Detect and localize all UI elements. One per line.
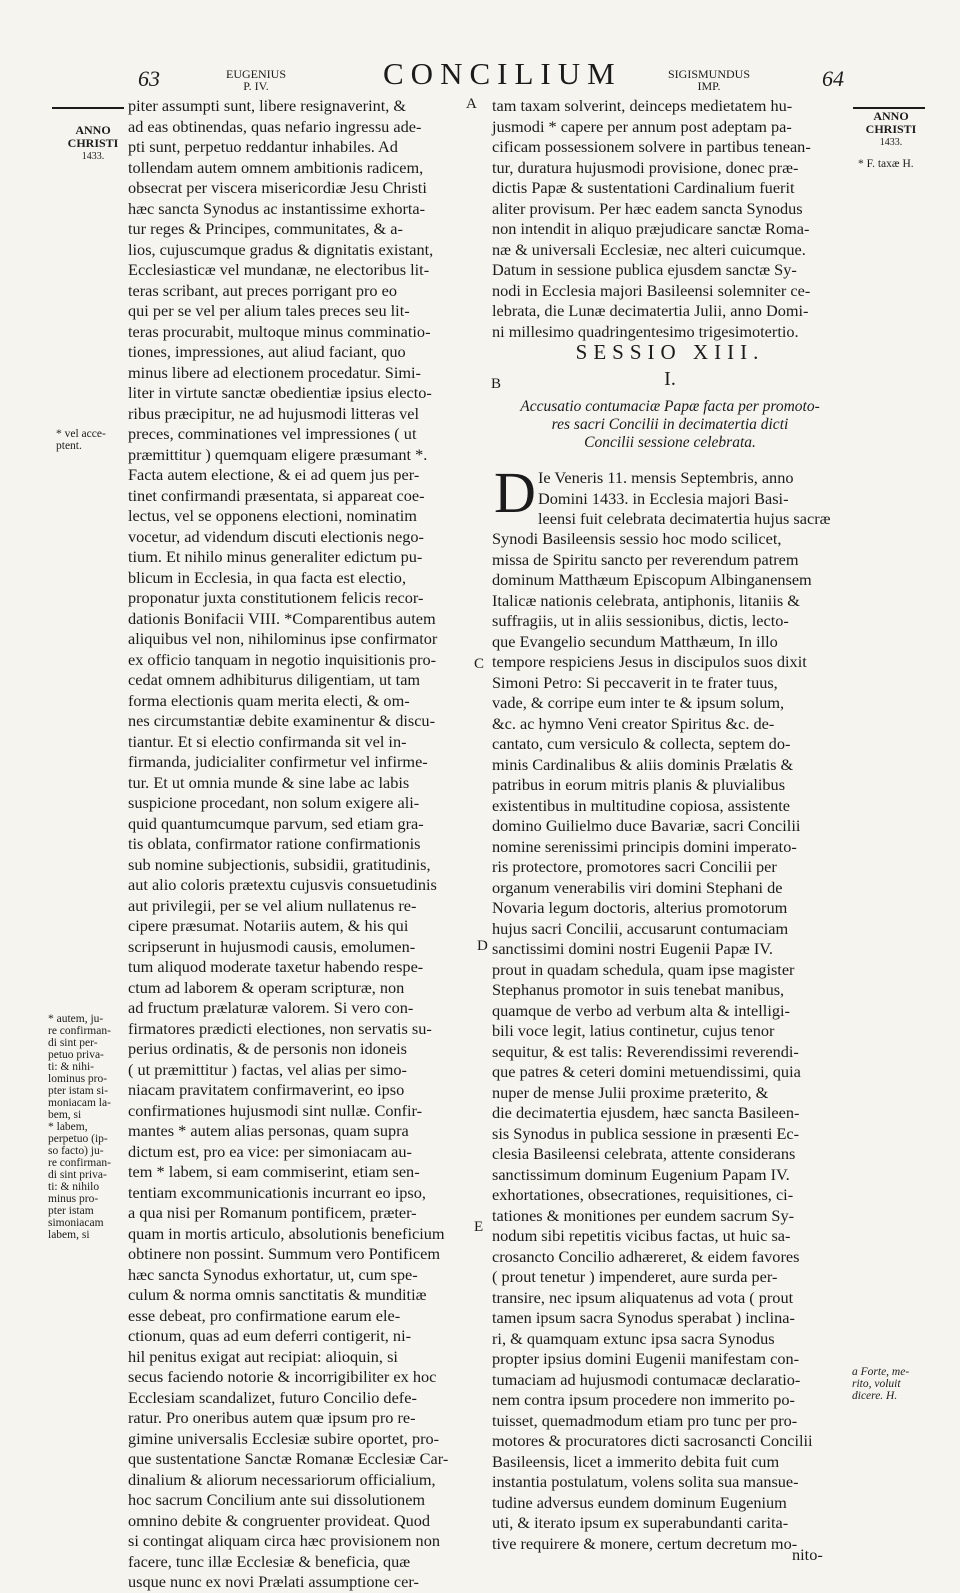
- text-line: cipere præsumat. Notariis autem, & his qui: [128, 916, 409, 935]
- text-line: Datum in sessione publica ejusdem sanctæ Sy-: [492, 260, 797, 279]
- text-line: gimine universalis Ecclesiæ subire oportet, pro-: [128, 1428, 440, 1448]
- text-line: aut privilegii, per se vel alium nullatenus re-: [128, 895, 417, 915]
- text-line: simoniacam: [48, 1217, 104, 1229]
- text-line: re confirman-: [48, 1157, 111, 1169]
- text-line: tollendam autem omnem ambitionis radicem,: [128, 157, 424, 177]
- text-line: Novaria legum doctoris, alterius promotorum: [492, 898, 788, 917]
- left-text-column: [128, 96, 474, 1593]
- column-letter-e: E: [474, 1219, 484, 1235]
- text-line: Ie Veneris 11. mensis Septembris, anno: [538, 468, 794, 487]
- text-line: hil penitus exigat aut recipiat: alioquin, si: [128, 1346, 398, 1366]
- text-line: blicum in Ecclesia, in qua facta est electio,: [128, 567, 407, 587]
- text-line: Simoni Petro: Si peccaverit in te frater tuus,: [492, 672, 778, 692]
- text-line: hæc sancta Synodus exhortatur, ut, cum spe-: [128, 1264, 418, 1284]
- text-line: Stephanus promotor in suis tenebat manibus,: [492, 980, 785, 999]
- text-line: tempore respiciens Jesus in discipulos suos dixit: [492, 652, 807, 671]
- text-line: tur, duratura hujusmodi provisione, donec præ-: [492, 157, 799, 177]
- text-line: propter ipsius domini Eugenii manifestam con-: [492, 1349, 800, 1368]
- text-line: usque nunc ex novi Prælati assumptione cer-: [128, 1572, 419, 1591]
- text-line: Basileensis, licet a immerito debita fuit cum: [492, 1451, 780, 1471]
- text-line: tiantur. Et si electio confirmanda sit vel in-: [128, 731, 407, 751]
- text-line: die decimatertia ejusdem, hæc sancta Basileen-: [492, 1103, 800, 1122]
- text-line: hujus sacri Concilii, accusarunt contumaciam: [492, 918, 789, 938]
- text-line: que Evangelio secundum Matthæum, In illo: [492, 631, 778, 651]
- text-line: tive requirere & monere, certum decretum mo-: [492, 1533, 798, 1553]
- text-line: tur reges & Principes, communitates, & a-: [128, 219, 403, 238]
- text-line: quid quantumcumque parvum, sed etiam gra-: [128, 813, 424, 833]
- text-line: minis Cardinalibus & aliis dominis Prælatis &: [492, 754, 794, 774]
- text-line: suffragiis, ut in aliis sessionibus, dictis, lecto-: [492, 611, 789, 630]
- text-line: næ & universali Ecclesiæ, nec alteri cuicumque.: [492, 239, 806, 259]
- text-line: lebrata, die Lunæ decimatertia Julii, anno Domi-: [492, 301, 809, 320]
- text-line: sequitur, & est talis: Reverendissimi reverendi-: [492, 1041, 799, 1061]
- text-line: existentibus in multitudine copiosa, assistente: [492, 795, 790, 815]
- left-anno-christi: ANNO CHRISTI 1433.: [67, 123, 119, 162]
- section-number: I.: [664, 368, 676, 390]
- text-line: nomine serenissimi principis domini imperato-: [492, 836, 797, 856]
- text-line: hoc sacrum Concilium ante sui dissolutionem: [128, 1490, 426, 1509]
- text-line: cificam possessionem solvere in partibus tenean-: [492, 137, 811, 156]
- column-letter-b: B: [491, 376, 502, 392]
- right-margin-note-taxe: * F. taxæ H.: [858, 158, 914, 170]
- text-line: di sint priva-: [48, 1169, 107, 1181]
- text-line: leensi fuit celebrata decimatertia hujus sacræ: [538, 509, 831, 528]
- text-line: ti: & nihi-: [48, 1061, 94, 1073]
- text-line: omnino debite & congruenter provideat. Quod: [128, 1510, 431, 1530]
- text-line: firmatores prædicti electiones, non servatis su-: [128, 1018, 432, 1038]
- text-line: tum aliquod moderate taxetur habendo respe-: [128, 957, 424, 976]
- text-line: &c. ac hymno Veni creator Spiritus &c. de-: [492, 713, 775, 733]
- text-line: ni millesimo quadringentesimo trigesimotertio.: [492, 321, 799, 341]
- left-margin-note-2: [48, 1013, 111, 1241]
- text-line: si contingat aliquam circa hæc provisionem non: [128, 1531, 440, 1550]
- text-line: tur. Et ut omnia munde & sine labe ac labis: [128, 772, 410, 792]
- text-line: secus faciendo notorie & incorrigibiliter ex hoc: [128, 1367, 437, 1386]
- text-line: Facta autem electione, & ei ad quem jus per-: [128, 465, 420, 484]
- text-line: que sustentatione Sanctæ Romanæ Ecclesiæ Car-: [128, 1449, 449, 1468]
- text-line: culum & norma omnis sanctitatis & munditiæ: [128, 1285, 427, 1304]
- text-line: ribus præcipitur, ne ad hujusmodi litteras vel: [128, 403, 420, 423]
- text-line: qui per se vel per alium tales preces seu lit-: [128, 301, 410, 320]
- right-page-number: 64: [822, 66, 844, 91]
- text-line: minus pro-: [48, 1193, 99, 1205]
- text-line: a qua nisi per Romanum pontificem, præter-: [128, 1203, 417, 1222]
- text-line: obsecrat per viscera misericordiæ Jesu Christi: [128, 178, 427, 197]
- session-title: SESSIO XIII.: [575, 340, 765, 364]
- text-line: Ecclesiasticæ vel mundanæ, ne electoribus lit-: [128, 260, 430, 279]
- page-title: CONCILIUM: [383, 56, 622, 91]
- text-line: aliter provisum. Per hæc eadem sancta Synodus: [492, 198, 803, 218]
- text-line: firmanda, judicialiter confirmetur vel infirme-: [128, 752, 428, 771]
- text-line: nodum sibi repetitis vicibus factas, ut huic sa-: [492, 1226, 791, 1245]
- text-line: jusmodi * capere per annum post adeptam pa-: [492, 116, 792, 136]
- text-line: quam in mortis articulo, absolutionis beneficium: [128, 1223, 445, 1243]
- text-line: proponatur juxta constitutionem felicis recor-: [128, 588, 424, 607]
- text-line: facere, tunc illæ Ecclesiæ & beneficia, quæ: [128, 1551, 411, 1571]
- text-line: nem contra ipsum procedere non immerito po-: [492, 1390, 795, 1409]
- text-line: ctionum, quas ad eum deferri contigerit, ni-: [128, 1326, 412, 1345]
- text-line: uti, & iterato ipsum ex superabundanti carita-: [492, 1513, 789, 1532]
- text-line: ( prout tenetur ) impenderet, aure surda per-: [492, 1267, 778, 1286]
- text-line: bem, si: [48, 1109, 82, 1121]
- text-line: aliquibus vel non, nihilominus ipse confirmator: [128, 629, 438, 648]
- text-line: tudine adversus eundem dominum Eugenium: [492, 1492, 787, 1512]
- left-page-number: 63: [138, 66, 160, 91]
- text-line: dationis Bonifacii VIII. *Comparentibus autem: [128, 608, 436, 628]
- text-line: petuo priva-: [48, 1049, 104, 1061]
- text-line: perpetuo (ip-: [48, 1133, 108, 1145]
- text-line: sis Synodus in publica sessione in præsenti Ec-: [492, 1123, 800, 1143]
- text-line: moniacam la-: [48, 1097, 111, 1109]
- text-line: missa de Spiritu sancto per reverendum patrem: [492, 549, 799, 569]
- right-anno-christi: ANNO CHRISTI 1433.: [865, 109, 917, 148]
- text-line: obtinere non possint. Summum vero Pontificem: [128, 1244, 441, 1263]
- text-line: organum venerabilis viri domini Stephani de: [492, 877, 783, 897]
- text-line: ri, & quamquam extunc ipsa sacra Synodus: [492, 1328, 775, 1348]
- text-line: Ecclesiam scandalizet, futuro Concilio defe-: [128, 1387, 417, 1407]
- text-line: nuper de mense Julii proxime præterito, &: [492, 1082, 769, 1102]
- left-margin-rule: [52, 107, 124, 109]
- text-line: mantes * autem alias personas, quam supra: [128, 1121, 409, 1140]
- text-line: tentiam excommunicationis incurrant eo ipso,: [128, 1182, 426, 1202]
- text-line: ctum ad laborem & operam scripturæ, non: [128, 977, 405, 997]
- text-line: esse debeat, pro confirmatione earum ele-: [128, 1305, 401, 1325]
- text-line: nes circumstantiæ debite examinentur & discu-: [128, 711, 435, 730]
- text-line: ex officio tanquam in negotio inquisitionis pro-: [128, 649, 437, 669]
- left-runner-line-2: P. IV.: [243, 79, 269, 93]
- left-running-head: [216, 68, 296, 92]
- text-line: Italicæ nationis celebrata, antiphonis, litaniis &: [492, 590, 800, 610]
- column-letter-a: A: [466, 96, 477, 112]
- section-subtitle: Accusatio contumaciæ Papæ facta per promoto- res sacri Concilii in decimatertia dicti Concilii sessione celebrata.: [520, 398, 820, 451]
- text-line: Domini 1433. in Ecclesia majori Basi-: [538, 488, 789, 508]
- text-line: Synodi Basileensis sessio hoc modo scilicet,: [492, 529, 782, 548]
- text-line: clesia Basileensi celebrata, attente considerans: [492, 1144, 796, 1163]
- text-line: ratur. Pro oneribus autem quæ ipsum pro re-: [128, 1408, 416, 1427]
- text-line: pter istam si-: [48, 1085, 109, 1097]
- text-line: lectus, vel se opponens electioni, nominatim: [128, 506, 417, 525]
- text-line: labem, si: [48, 1229, 90, 1241]
- text-line: niacam pravitatem confirmaverint, eo ipso: [128, 1080, 405, 1099]
- text-line: lominus pro-: [48, 1073, 108, 1085]
- text-line: tem * labem, si eam commiserint, etiam sen-: [128, 1162, 420, 1181]
- left-runner-line-1: EUGENIUS: [226, 67, 286, 81]
- text-line: * autem, ju-: [48, 1013, 104, 1025]
- text-line: sanctissimi domini nostri Eugenii Papæ IV.: [492, 939, 774, 958]
- text-line: instantia postulatum, volens solita sua mansue-: [492, 1472, 799, 1491]
- right-intro-lines: [538, 468, 848, 530]
- text-line: di sint per-: [48, 1037, 98, 1049]
- text-line: tinet confirmandi præsentata, si appareat coe-: [128, 485, 425, 505]
- text-line: pter istam: [48, 1205, 94, 1217]
- text-line: piter assumpti sunt, libere resignaverint, &: [128, 96, 407, 115]
- text-line: ris protectore, promotores sacri Concilii per: [492, 857, 777, 876]
- text-line: dinalium & aliorum necessariorum officialium,: [128, 1469, 436, 1489]
- text-line: liter in virtute sanctæ obedientiæ ipsius electo-: [128, 383, 432, 402]
- column-letter-d: D: [477, 938, 488, 954]
- text-line: vocetur, ad videndum discuti electionis nego-: [128, 526, 424, 546]
- text-line: tam taxam solverint, deinceps medietatem hu-: [492, 96, 793, 115]
- text-line: scripserunt in hujusmodi causis, emolumen-: [128, 936, 416, 956]
- text-line: dictum est, pro ea vice: per simoniacam au-: [128, 1141, 412, 1161]
- column-letter-c: C: [474, 656, 485, 672]
- text-line: confirmationes hujusmodi sint nullæ. Confir-: [128, 1100, 423, 1120]
- right-running-head: [654, 68, 764, 92]
- right-runner-line-2: IMP.: [697, 79, 721, 93]
- text-line: suspicione procedant, non solum exigere ali-: [128, 793, 420, 812]
- text-line: que patres & ceteri domini metuendissimi, quia: [492, 1062, 801, 1081]
- drop-cap: D: [494, 460, 536, 525]
- text-line: præmittitur ) quemquam eligere præsumant *.: [128, 444, 428, 464]
- text-line: sub nomine subjectionis, subsidii, gratitudinis,: [128, 854, 431, 874]
- text-line: non intendit in aliquo præjudicare sanctæ Roma-: [492, 219, 810, 238]
- text-line: tamen ipsum sacra Synodus sperabat ) inclina-: [492, 1308, 795, 1327]
- text-line: tiones, impressiones, aut aliud faciant, quo: [128, 342, 406, 361]
- right-runner-line-1: SIGISMUNDUS: [667, 67, 750, 81]
- right-margin-note-forte: a Forte, me- rito, voluit dicere. H.: [852, 1366, 910, 1402]
- text-line: teras scribant, aut preces porrigant pro eo: [128, 280, 397, 300]
- text-line: tium. Et nihilo minus generaliter edictum pu-: [128, 547, 423, 566]
- text-line: exhortationes, obsecrationes, requisitiones, ci-: [492, 1185, 794, 1204]
- text-line: nodi in Ecclesia majori Basileensi solemniter ce-: [492, 280, 811, 300]
- text-line: minus libere ad electionem procedatur. Simi-: [128, 362, 421, 382]
- text-line: tationes & monitiones per eundem sacrum Sy-: [492, 1205, 795, 1225]
- text-line: sanctissimum dominum Eugenium Papam IV.: [492, 1164, 790, 1184]
- text-line: patribus in eorum mitris planis & pluvialibus: [492, 775, 786, 794]
- text-line: teras procurabit, multoque minus comminatio-: [128, 321, 431, 341]
- text-line: perius ordinatis, & de personis non idoneis: [128, 1039, 408, 1058]
- left-margin-note-1: * vel acce- ptent.: [56, 428, 106, 452]
- text-line: cantato, cum versiculo & collecta, septem do-: [492, 734, 791, 753]
- text-line: dictis Papæ & sustentationi Cardinalium fuerit: [492, 178, 795, 197]
- text-line: crosancto Concilio adhæreret, & eidem favores: [492, 1246, 800, 1266]
- text-line: tuisset, quemadmodum etiam pro tunc per pro-: [492, 1410, 798, 1430]
- text-line: tumaciam ad hujusmodi contumacæ declaratio-: [492, 1369, 801, 1389]
- text-line: ad eas obtinendas, quas nefario ingressu ade-: [128, 116, 422, 136]
- text-line: transire, nec ipsum aliquatenus ad vota ( prout: [492, 1287, 794, 1307]
- text-line: prout in quadam schedula, quam ipse magister: [492, 959, 795, 979]
- text-line: hæc sancta Synodus ac instantissime exhorta-: [128, 198, 426, 218]
- text-line: forma electionis quam merita electi, & om-: [128, 690, 410, 710]
- text-line: re confirman-: [48, 1025, 111, 1037]
- text-line: lios, cujuscumque gradus & dignitatis existant,: [128, 239, 434, 259]
- text-line: motores & procuratores dicti sacrosancti Concilii: [492, 1431, 813, 1450]
- text-line: dominum Matthæum Episcopum Albinganensem: [492, 570, 812, 589]
- text-line: bili voce legit, latius continetur, cujus tenor: [492, 1021, 775, 1040]
- right-text-column-top: [492, 96, 848, 342]
- text-line: preces, comminationes vel impressiones ( ut: [128, 424, 417, 443]
- text-line: quamque de verbo ad verbum alta & intelligi-: [492, 1000, 790, 1020]
- text-line: tis oblata, confirmator ratione confirmationis: [128, 834, 421, 853]
- text-line: ad fructum prælaturæ valorem. Si vero con-: [128, 998, 414, 1017]
- text-line: * labem,: [48, 1121, 88, 1133]
- text-line: ( ut præmittitur ) factas, vel alias per simo-: [128, 1059, 407, 1079]
- text-line: domino Guilielmo duce Bavariæ, sacri Concilii: [492, 816, 801, 835]
- text-line: ti: & nihilo: [48, 1181, 100, 1193]
- text-line: vade, & corripe eum inter te & ipsum solum,: [492, 693, 785, 712]
- text-line: pti sunt, perpetuo reddantur inhabiles. Ad: [128, 137, 398, 156]
- text-line: cedat omnem adhibiturus diligentiam, ut tam: [128, 670, 421, 689]
- right-text-column-body: [492, 529, 848, 1554]
- text-line: aut alio coloris prætextu cujusvis consuetudinis: [128, 875, 437, 894]
- catchword: nito-: [792, 1545, 823, 1564]
- text-line: so facto) ju-: [48, 1145, 104, 1157]
